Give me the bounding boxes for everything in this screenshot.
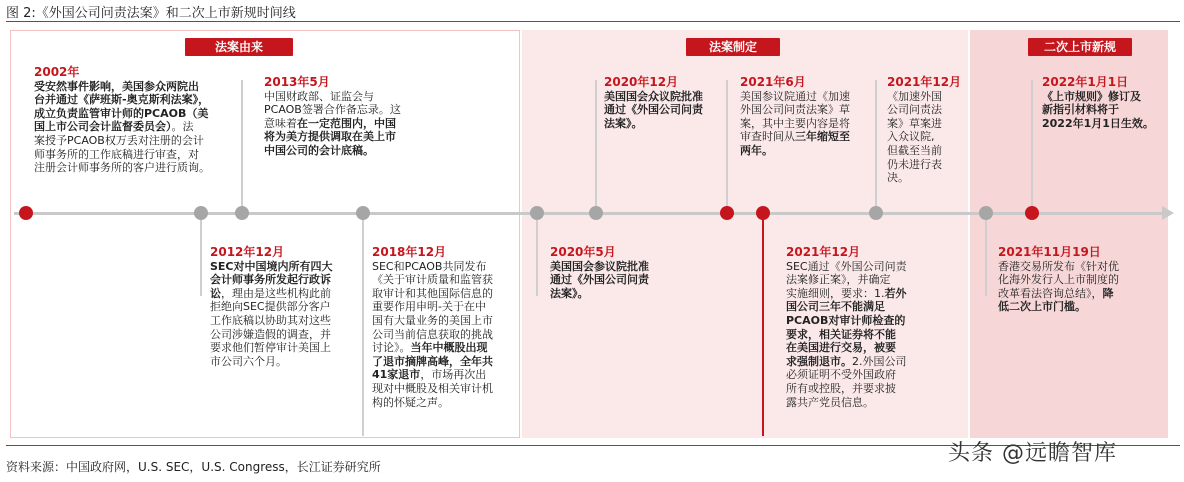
event-description <box>372 260 493 409</box>
event-date: 2020年5月 <box>550 245 616 259</box>
stem-2020may <box>536 216 538 296</box>
event-description <box>740 90 850 157</box>
top-divider <box>6 21 1180 22</box>
event-description <box>1042 90 1154 130</box>
event-2020may <box>550 246 690 300</box>
event-2021dec-bottom <box>786 246 936 409</box>
timeline-node-2021jun <box>720 206 734 220</box>
event-text-bold: 美国国会众议院批准 通过《外国公司问责 法案》。 <box>604 89 703 130</box>
event-date: 2018年12月 <box>372 245 447 259</box>
event-text-bold: 降 低二次上市门槛。 <box>998 286 1114 314</box>
event-text: 中国财政部、证监会与 PCAOB签署合作备忘录。这 意味着 <box>264 89 401 130</box>
event-2022 <box>1042 76 1167 130</box>
timeline-node-2013 <box>235 206 249 220</box>
phase-label-drafting: 法案制定 <box>686 38 780 56</box>
timeline-node-2018 <box>356 206 370 220</box>
stem-2020dec <box>595 80 597 208</box>
event-2021nov <box>998 246 1168 314</box>
event-2012 <box>210 246 360 368</box>
phase-label-secondary-listing: 二次上市新规 <box>1028 38 1132 56</box>
event-text-bold: 当年中概股出现 了退市摘牌高峰，全年共 41家退市 <box>372 341 493 382</box>
event-date: 2021年12月 <box>887 75 962 89</box>
stem-2012 <box>200 216 202 296</box>
timeline-node-2021nov <box>979 206 993 220</box>
phase-label-origin: 法案由来 <box>185 38 293 56</box>
event-date: 2013年5月 <box>264 75 330 89</box>
event-date: 2022年1月1日 <box>1042 75 1129 89</box>
event-text: 。法 案授予PCAOB权万丢对注册的会计 师事务所的工作底稿进行审查，对 注册会计师事务所的客户进行质询。 <box>34 120 210 175</box>
timeline-node-2021dec-top <box>869 206 883 220</box>
event-text: 2.外国公司 必须证明不受外国政府 所有或控股，并要求披 露共产党员信息。 <box>786 354 907 409</box>
event-text-bold: 受安然事件影响，美国参众两院出 台并通过《萨班斯-奥克斯利法案》， 成立负责监管审计师的PCAOB（美 国上市公司会计监督委员会） <box>34 79 210 134</box>
event-text: ，市场再次出 现对中概股及相关审计机 构的怀疑之声。 <box>372 368 493 409</box>
watermark: 头条 @远瞻智库 <box>948 441 1117 466</box>
timeline-node-2021dec-bottom <box>756 206 770 220</box>
event-2002 <box>34 66 234 175</box>
event-date: 2012年12月 <box>210 245 285 259</box>
stem-2021dec-bottom <box>762 216 764 436</box>
event-text-bold: 若外 国公司三年不能满足 PCAOB对审计师检查的 要求，相关证券将不能 在美国进行交易，被要 求强制退市。 <box>786 286 907 368</box>
event-description <box>264 90 401 157</box>
event-2020dec <box>604 76 724 130</box>
timeline-arrow-icon <box>1162 206 1174 220</box>
event-description <box>210 260 333 368</box>
event-text-bold: 三年缩短至 两年。 <box>740 130 850 157</box>
event-2021jun <box>740 76 880 158</box>
stem-2022 <box>1031 80 1033 208</box>
event-date: 2021年6月 <box>740 75 806 89</box>
event-date: 2002年 <box>34 65 80 79</box>
event-date: 2021年12月 <box>786 245 861 259</box>
event-text-bold: 《上市规则》修订及 新指引材料将于 2022年1月1日生效。 <box>1042 89 1154 130</box>
timeline-node-2020dec <box>589 206 603 220</box>
event-text-bold: 美国国会参议院批准 通过《外国公司问责 法案》。 <box>550 259 649 300</box>
event-text: 美国参议院通过《加速 外国公司问责法案》草 案，其中主要内容是将 审查时间从 <box>740 89 850 144</box>
figure-title: 图 2:《外国公司问责法案》和二次上市新规时间线 <box>6 6 296 21</box>
event-2013 <box>264 76 424 158</box>
stem-2021nov <box>985 216 987 296</box>
event-description <box>786 260 907 409</box>
event-date: 2020年12月 <box>604 75 679 89</box>
event-text: SEC通过《外国公司问责 法案修正案》，并确定 实施细则，要求：1. <box>786 259 907 300</box>
event-description <box>604 90 703 130</box>
event-description <box>998 260 1119 314</box>
stem-2021jun <box>726 80 728 208</box>
event-2021dec-top <box>887 76 969 185</box>
event-description <box>550 260 649 300</box>
timeline-node-2002 <box>19 206 33 220</box>
event-text-bold: SEC对中国境内所有四大 会计师事务所发起行政诉 讼 <box>210 259 333 300</box>
stem-2013 <box>241 80 243 208</box>
event-description <box>34 80 210 175</box>
event-text: 香港交易所发布《针对优 化海外发行人上市制度的 改革看法咨询总结》， <box>998 259 1119 300</box>
event-text-bold: 在一定范围内，中国 将为美方提供调取在美上市 中国公司的会计底稿。 <box>264 116 396 157</box>
event-text: ，理由是这些机构此前 拒绝向SEC提供部分客户 工作底稿以协助其对这些 公司涉嫌造假的调查，并 要求他们暂停审计美国上 市公司六个月。 <box>210 286 331 368</box>
event-text: 《加速外国 公司问责法 案》草案进 入众议院, 但截至当前 仍未进行表 决。 <box>887 89 942 185</box>
event-description <box>887 90 942 185</box>
timeline-node-2020may <box>530 206 544 220</box>
event-text: SEC和PCAOB共同发布 《关于审计质量和监管获 取审计和其他国际信息的 重要作用申明-关于在中 国有大量业务的美国上市 公司当前信息获取的挑战 讨论》。 <box>372 259 493 355</box>
source-note: 资料来源：中国政府网，U.S. SEC，U.S. Congress，长江证券研究所 <box>6 460 381 474</box>
event-date: 2021年11月19日 <box>998 245 1101 259</box>
stem-2018 <box>362 216 364 436</box>
timeline-node-2022 <box>1025 206 1039 220</box>
timeline-node-2012 <box>194 206 208 220</box>
event-2018 <box>372 246 522 409</box>
